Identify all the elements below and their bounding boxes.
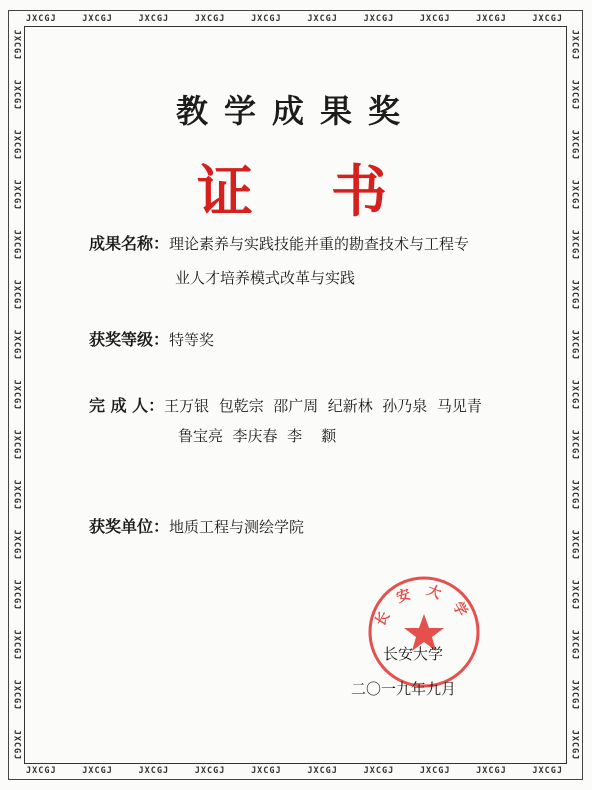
border-code-right: JXCGJ [569,329,579,361]
border-code-left: JXCGJ [11,279,21,311]
border-code-top: JXCGJ [138,14,170,24]
border-code-left: JXCGJ [11,729,21,761]
border-code-left: JXCGJ [11,229,21,261]
border-code-bottom: JXCGJ [419,766,451,776]
border-code-top: JXCGJ [26,14,57,24]
border-code-top: JXCGJ [419,14,451,24]
border-code-right: JXCGJ [569,479,579,511]
contributors-continued: 鲁宝亮 李庆春 李 颣 [178,427,337,445]
border-code-right: JXCGJ [569,379,579,411]
border-code-left: JXCGJ [11,529,21,561]
border-code-left: JXCGJ [11,479,21,511]
border-code-right: JXCGJ [569,429,579,461]
border-band-bottom [26,764,563,778]
border-code-right: JXCGJ [569,579,579,611]
border-code-top: JXCGJ [532,14,563,24]
award-unit-label: 获奖单位： [89,517,170,536]
award-level-label: 获奖等级： [89,330,170,349]
border-code-right: JXCGJ [569,629,579,661]
border-code-bottom: JXCGJ [363,766,395,776]
border-code-right: JXCGJ [569,529,579,561]
award-unit-row [89,515,304,539]
border-code-left: JXCGJ [11,379,21,411]
border-code-top: JXCGJ [307,14,338,24]
border-code-top: JXCGJ [82,14,113,24]
border-code-left: JXCGJ [11,629,21,661]
border-code-right: JXCGJ [569,79,579,111]
border-code-top: JXCGJ [363,14,395,24]
certificate-title: 证书 [197,159,465,225]
award-level-value: 特等奖 [169,331,215,349]
border-code-bottom: JXCGJ [138,766,170,776]
border-code-right: JXCGJ [569,679,579,711]
achievement-name-value: 理论素养与实践技能并重的勘查技术与工程专 [169,235,470,253]
border-code-bottom: JXCGJ [26,766,57,776]
achievement-name-continued: 业人才培养模式改革与实践 [175,269,356,287]
border-band-right [567,29,581,761]
issuer-name: 长安大学 [383,645,444,663]
border-code-bottom: JXCGJ [251,766,282,776]
border-code-left: JXCGJ [11,29,21,61]
border-code-left: JXCGJ [11,329,21,361]
award-level-row [89,328,214,352]
border-code-right: JXCGJ [569,29,579,61]
border-code-top: JXCGJ [251,14,282,24]
border-code-bottom: JXCGJ [532,766,563,776]
border-code-top: JXCGJ [194,14,226,24]
contributors-value: 王万银 包乾宗 邵广周 纪新林 孙乃泉 马见青 [164,397,482,415]
border-code-bottom: JXCGJ [476,766,507,776]
border-code-top: JXCGJ [476,14,507,24]
border-band-left [9,29,23,761]
contributors-row [89,394,482,418]
border-code-left: JXCGJ [11,129,21,161]
border-code-right: JXCGJ [569,179,579,211]
contributors-label: 完 成 人： [89,396,165,415]
border-code-right: JXCGJ [569,129,579,161]
border-code-bottom: JXCGJ [82,766,113,776]
achievement-name-label: 成果名称： [89,234,170,253]
border-code-left: JXCGJ [11,679,21,711]
border-code-right: JXCGJ [569,279,579,311]
border-code-bottom: JXCGJ [307,766,338,776]
achievement-name-row [89,232,469,256]
border-code-left: JXCGJ [11,429,21,461]
border-code-left: JXCGJ [11,179,21,211]
seal-text: 长安大学 [372,582,477,632]
border-code-left: JXCGJ [11,579,21,611]
border-code-right: JXCGJ [569,229,579,261]
award-unit-value: 地质工程与测绘学院 [169,518,305,536]
border-code-left: JXCGJ [11,79,21,111]
border-band-top [26,12,563,26]
border-code-bottom: JXCGJ [194,766,226,776]
award-title: 教学成果奖 [175,92,416,130]
border-code-right: JXCGJ [569,729,579,761]
official-seal [366,574,482,690]
issue-date: 二〇一九年九月 [351,680,457,698]
